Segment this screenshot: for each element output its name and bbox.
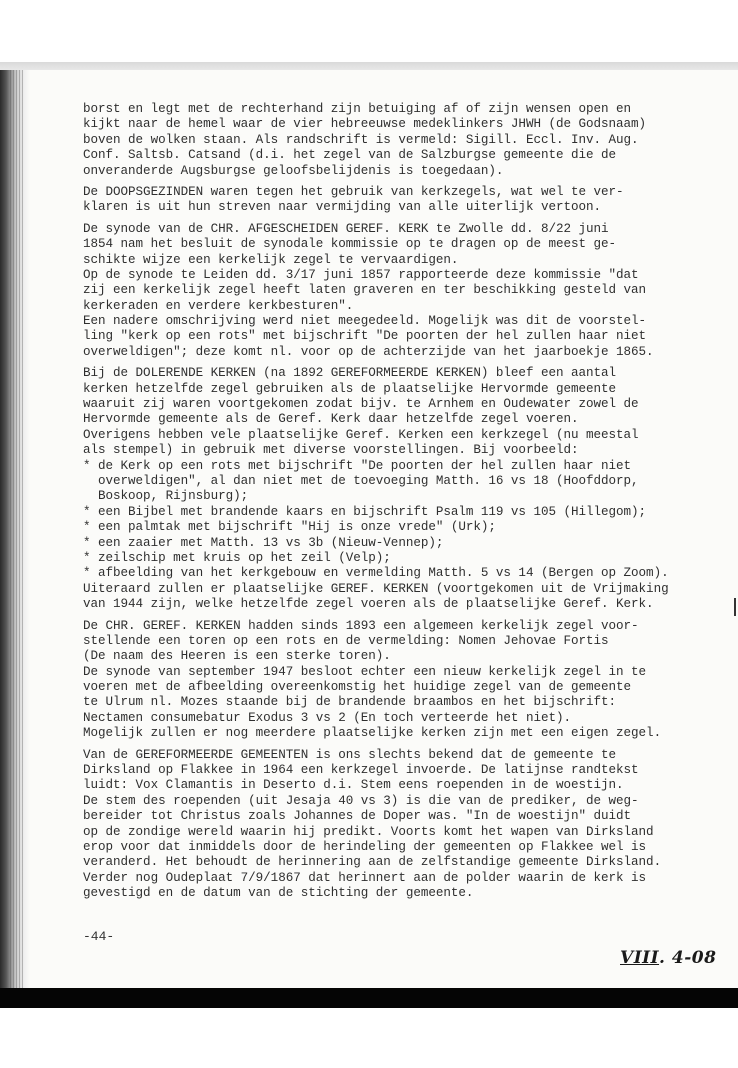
text-line: Bij de DOLERENDE KERKEN (na 1892 GEREFORMEERDE KERKEN) bleef een aantal — [83, 366, 617, 381]
paragraph — [83, 185, 733, 216]
text-line: Uiteraard zullen er plaatselijke GEREF. KERKEN (voortgekomen uit de Vrijmaking — [83, 581, 669, 596]
text-line: Boskoop, Rijnsburg); — [83, 489, 249, 504]
text-line: Dirksland op Flakkee in 1964 een kerkzegel invoerde. De latijnse randtekst — [83, 763, 639, 778]
text-line: kijkt naar de hemel waar de vier hebreeuwse medeklinkers JHWH (de Godsnaam) — [83, 117, 647, 132]
text-line: Een nadere omschrijving werd niet meegedeeld. Mogelijk was dit de voorstel- — [83, 314, 647, 329]
text-line: bereider tot Christus zoals Johannes de Doper was. "In de woestijn" duidt — [83, 809, 632, 824]
scan-bottom-band — [0, 988, 738, 1008]
text-line: waaruit zij waren voortgekomen zodat bijv. te Arnhem en Oudewater zowel de — [83, 397, 639, 412]
paragraph — [83, 102, 733, 179]
document-body — [83, 102, 733, 908]
text-line: (De naam des Heeren is een sterke toren). — [83, 649, 391, 664]
text-line: Conf. Saltsb. Catsand (d.i. het zegel van de Salzburgse gemeente die de — [83, 148, 617, 163]
text-line: als stempel) in gebruik met diverse voorstellingen. Bij voorbeeld: — [83, 443, 579, 458]
text-line: Nectamen consumebatur Exodus 3 vs 2 (En toch verteerde het niet). — [83, 710, 571, 725]
text-line: klaren is uit hun streven naar vermijding van alle uiterlijk vertoon. — [83, 200, 602, 215]
text-line: * afbeelding van het kerkgebouw en vermelding Matth. 5 vs 14 (Bergen op Zoom). — [83, 566, 669, 581]
text-line: erop voor dat inmiddels door de herindeling der gemeenten op Flakkee wel is — [83, 839, 647, 854]
text-line: Hervormde gemeente als de Geref. Kerk daar hetzelfde zegel voeren. — [83, 412, 579, 427]
text-line: * een zaaier met Matth. 13 vs 3b (Nieuw-Vennep); — [83, 535, 444, 550]
text-line: * een Bijbel met brandende kaars en bijschrift Psalm 119 vs 105 (Hillegom); — [83, 504, 647, 519]
text-line: onveranderde Augsburgse geloofsbelijdenis is toegedaan). — [83, 163, 504, 178]
text-line: De CHR. GEREF. KERKEN hadden sinds 1893 een algemeen kerkelijk zegel voor- — [83, 618, 639, 633]
text-line: borst en legt met de rechterhand zijn betuiging af of zijn wensen open en — [83, 102, 632, 116]
archive-mark — [620, 948, 716, 968]
text-line: kerken hetzelfde zegel gebruiken als de plaatselijke Hervormde gemeente — [83, 381, 617, 396]
archive-mark-roman: VIII — [620, 948, 660, 968]
archive-mark-rest: . 4-08 — [659, 948, 717, 968]
text-line: overweldigen"; deze komt nl. voor op de achterzijde van het jaarboekje 1865. — [83, 344, 654, 359]
text-line: kerkeraden en verdere kerkbesturen". — [83, 298, 354, 313]
text-line: schikte wijze een kerkelijk zegel te vervaardigen. — [83, 252, 459, 267]
text-line: De stem des roependen (uit Jesaja 40 vs 3) is die van de prediker, de weg- — [83, 793, 639, 808]
text-line: veranderd. Het behoudt de herinnering aan de zelfstandige gemeente Dirksland. — [83, 855, 662, 870]
text-line: * een palmtak met bijschrift "Hij is onze vrede" (Urk); — [83, 520, 496, 535]
text-line: zij een kerkelijk zegel heeft laten graveren en ter beschikking gesteld van — [83, 283, 647, 298]
text-line: De synode van de CHR. AFGESCHEIDEN GEREF. KERK te Zwolle dd. 8/22 juni — [83, 221, 609, 236]
text-line: Overigens hebben vele plaatselijke Geref. Kerken een kerkzegel (nu meestal — [83, 427, 639, 442]
text-line: 1854 nam het besluit de synodale kommissie op te dragen op de meest ge- — [83, 237, 617, 252]
text-line: op de zondige wereld waarin hij predikt. Voorts komt het wapen van Dirksland — [83, 824, 654, 839]
text-line: * de Kerk op een rots met bijschrift "De poorten der hel zullen haar niet — [83, 458, 632, 473]
text-line: Op de synode te Leiden dd. 3/17 juni 1857 rapporteerde deze kommissie "dat — [83, 267, 639, 282]
margin-mark — [734, 598, 736, 616]
text-line: stellende een toren op een rots en de vermelding: Nomen Jehovae Fortis — [83, 633, 609, 648]
text-line: Mogelijk zullen er nog meerdere plaatselijke kerken zijn met een eigen zegel. — [83, 726, 662, 741]
text-line: te Ulrum nl. Mozes staande bij de brandende braambos en het bijschrift: — [83, 695, 617, 710]
text-line: ling "kerk op een rots" met bijschrift "De poorten der hel zullen haar niet — [83, 329, 647, 344]
text-line: * zeilschip met kruis op het zeil (Velp); — [83, 550, 391, 565]
text-line: van 1944 zijn, welke hetzelfde zegel voeren als de plaatselijke Geref. Kerk. — [83, 597, 654, 612]
paragraph — [83, 619, 733, 742]
text-line: gevestigd en de datum van de stichting der gemeente. — [83, 886, 474, 901]
text-line: luidt: Vox Clamantis in Deserto d.i. Stem eens roependen in de woestijn. — [83, 778, 624, 793]
page-number: -44- — [83, 929, 115, 944]
text-line: De synode van september 1947 besloot echter een nieuw kerkelijk zegel in te — [83, 664, 647, 679]
text-line: overweldigen", al dan niet met de toevoeging Matth. 16 vs 18 (Hoofddorp, — [83, 473, 639, 488]
binding-edge-lines — [10, 70, 24, 996]
paragraph — [83, 748, 733, 902]
text-line: De DOOPSGEZINDEN waren tegen het gebruik van kerkzegels, wat wel te ver- — [83, 184, 624, 199]
paragraph — [83, 366, 733, 612]
text-line: Van de GEREFORMEERDE GEMEENTEN is ons slechts bekend dat de gemeente te — [83, 747, 617, 762]
text-line: voeren met de afbeelding overeenkomstig het huidige zegel van de gemeente — [83, 680, 632, 695]
text-line: boven de wolken staan. Als randschrift is vermeld: Sigill. Eccl. Inv. Aug. — [83, 132, 639, 147]
text-line: Verder nog Oudeplaat 7/9/1867 dat herinnert aan de polder waarin de kerk is — [83, 870, 647, 885]
paragraph — [83, 222, 733, 361]
